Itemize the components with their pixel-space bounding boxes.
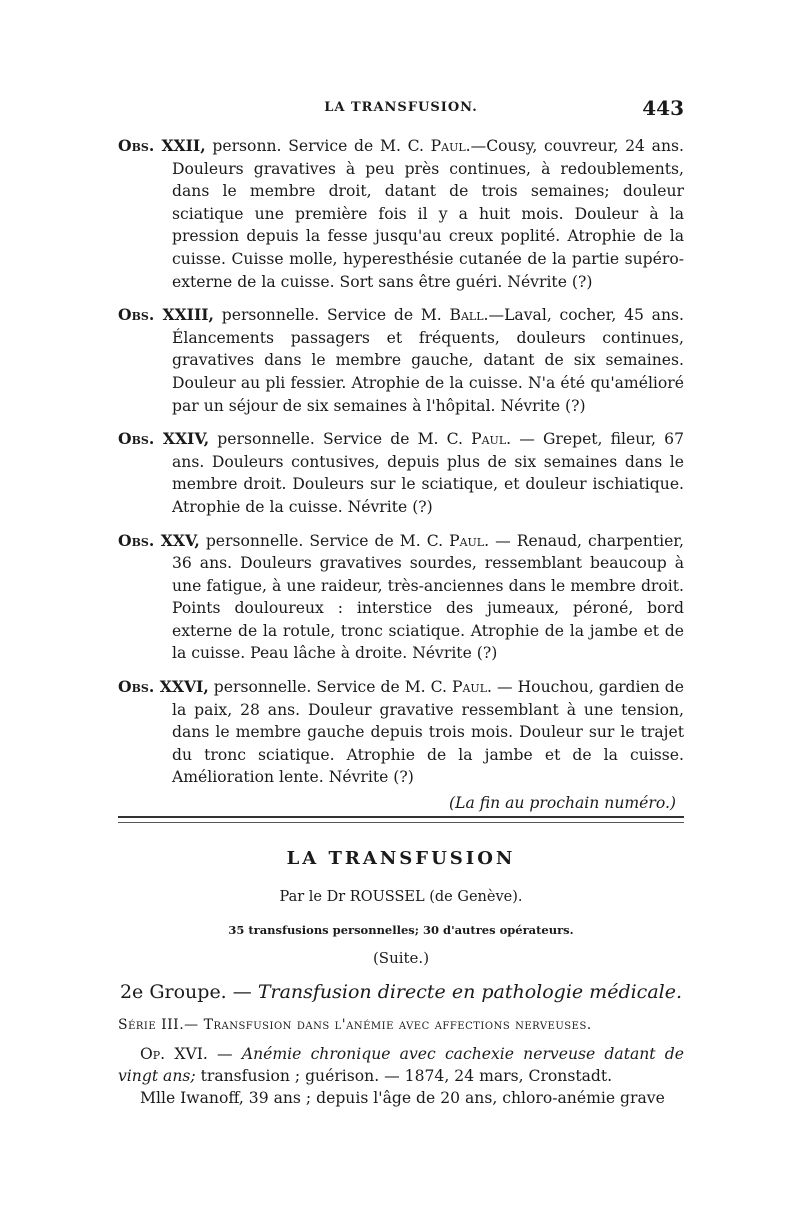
observation-text: — Renaud, charpentier, 36 ans. Douleurs gravatives sourdes, ressemblant beaucoup à une fatigue, à une raideur, très-anciennes dans le membre droit. Points douloureux : interstice des jumeaux, péroné, bord externe de la rotule, tronc sciatique. Atrophie de la jambe et de la cuisse. Peau lâche à droite. Névrite (?) — [172, 531, 685, 663]
observation-label: Obs. XXV, — [118, 530, 200, 550]
observation-doctor: Ball. — [449, 306, 489, 325]
observation-text: — Grepet, fileur, 67 ans. Douleurs contusives, depuis plus de six semaines dans le membre droit. Douleurs sur le sciatique, et douleur ischiatique. Atrophie de la cuisse. Névrite (?) — [172, 430, 684, 516]
running-title: LA TRANSFUSION. — [324, 100, 478, 115]
operation-title: Anémie chronique avec cachexie nerveuse datant de vingt ans; — [118, 1045, 684, 1085]
section-divider — [118, 816, 684, 823]
running-head — [118, 96, 684, 120]
continuation-note: (La fin au prochain numéro.) — [449, 794, 676, 813]
group-label: 2e Groupe. — — [119, 981, 258, 1003]
observation-doctor: Paul. — [471, 430, 512, 449]
observation-item — [118, 676, 684, 789]
observation-text: —Cousy, couvreur, 24 ans. Douleurs gravatives à peu près continues, à redoublements, dans le membre droit, datant de trois semaines; douleur sciatique une première fois il y a huit mois. Douleur à la pression depuis la fesse jusqu'au creux poplité. Atrophie de la cuisse. Cuisse molle, hyperesthésie cutanée de la partie supéro-externe de la cuisse. Sort sans être guéri. Névrite (?) — [172, 137, 684, 291]
operation-heading — [118, 1043, 684, 1087]
article-byline: Par le Dr ROUSSEL (de Genève). — [279, 889, 523, 905]
operation-details: transfusion ; guérison. — 1874, 24 mars, Cronstadt. — [195, 1067, 613, 1085]
observation-label: Obs. XXIII, — [118, 305, 214, 325]
observation-item — [118, 304, 684, 417]
observation-label: Obs. XXIV, — [118, 429, 210, 449]
observation-list — [118, 135, 684, 812]
observation-intro: personnelle. Service de M. C. — [205, 531, 450, 550]
observation-intro: personnelle. Service de M. C. — [213, 678, 452, 697]
observation-label: Obs. XXVI, — [118, 677, 209, 697]
article-title: LA TRANSFUSION — [286, 848, 516, 869]
group-title: Transfusion directe en pathologie médicale. — [257, 981, 683, 1003]
observation-doctor: Paul. — [451, 678, 492, 697]
article-suite: (Suite.) — [372, 949, 430, 967]
observation-item — [118, 135, 684, 293]
observation-item — [118, 428, 684, 518]
serie-heading: Série III.— Transfusion dans l'anémie avec affections nerveuses. — [118, 1017, 592, 1033]
group-heading — [118, 981, 684, 1003]
article-stats: 35 transfusions personnelles; 30 d'autres opérateurs. — [228, 923, 574, 937]
observation-label: Obs. XXII, — [118, 136, 206, 155]
observation-doctor: Paul. — [449, 531, 490, 550]
observation-intro: personnelle. Service de M. — [221, 306, 450, 325]
observation-item — [118, 530, 684, 666]
observation-intro: personn. Service de M. C. — [212, 137, 431, 155]
operation-label: Op. XVI. — — [140, 1045, 242, 1063]
observation-text: —Laval, cocher, 45 ans. Élancements passagers et fréquents, douleurs continues, gravatives dans le membre gauche, datant de six semaines. Douleur au pli fessier. Atrophie de la cuisse. N'a été qu'amélioré par un séjour de six semaines à l'hôpital. Névrite (?) — [172, 306, 684, 415]
observation-text: — Houchou, gardien de la paix, 28 ans. Douleur gravative ressemblant à une tension, dans le membre gauche depuis trois mois. Douleur sur le trajet du tronc sciatique. Atrophie de la jambe et de la cuisse. Amélioration lente. Névrite (?) — [172, 678, 684, 787]
observation-doctor: Paul. — [430, 137, 471, 155]
page-number: 443 — [642, 96, 684, 120]
article-section — [118, 848, 684, 1109]
observation-intro: personnelle. Service de M. C. — [217, 430, 472, 449]
patient-line: Mlle Iwanoff, 39 ans ; depuis l'âge de 20 ans, chloro-anémie grave — [140, 1089, 665, 1107]
